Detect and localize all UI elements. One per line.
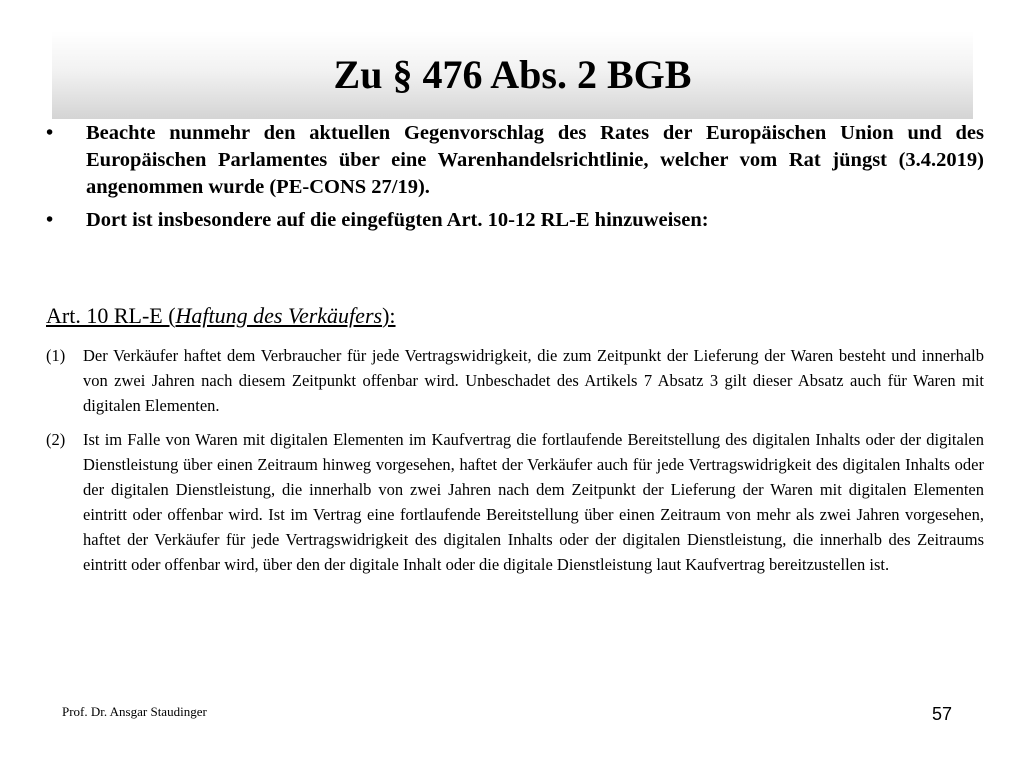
bullet-text: Beachte nunmehr den aktuellen Gegenvorschlag des Rates der Europäischen Union und des Europäischen Parlamentes über eine Warenhandelsrichtlinie, welcher vom Rat jüngst (3.4.2019) angenommen wurde (PE-CONS 27/19).: [86, 122, 984, 198]
page-number: 57: [932, 704, 953, 724]
paragraph-text: Der Verkäufer haftet dem Verbraucher für jede Vertragswidrigkeit, die zum Zeitpunkt der Lieferung der Waren besteht und innerhalb von zwei Jahren nach diesem Zeitpunkt offenbar wird. Unbeschadet des Artikels 7 Absatz 3 gilt dieser Absatz auch für Waren mit digitalen Elementen.: [83, 346, 984, 415]
section-heading-emphasis: Haftung des Verkäufers: [175, 303, 383, 328]
title-bar: [52, 31, 973, 119]
bullet-item: [46, 207, 984, 234]
paragraph-list: [46, 343, 984, 586]
bullet-marker: •: [46, 122, 54, 144]
section-heading-prefix: Art. 10 RL-E (: [46, 303, 176, 328]
section-heading: [46, 303, 396, 329]
bullet-item: [46, 120, 984, 201]
paragraph-item: [46, 427, 984, 577]
paragraph-text: Ist im Falle von Waren mit digitalen Elementen im Kaufvertrag die fortlaufende Bereitstellung des digitalen Inhalts oder der digitalen Dienstleistung über einen Zeitraum hinweg vorgesehen, haftet der Verkäufer auch für jede Vertragswidrigkeit des digitalen Inhalts oder der digitalen Dienstleistung, die innerhalb von zwei Jahren nach dem Zeitpunkt der Lieferung der Waren mit digitalen Elementen eintritt oder offenbar wird. Ist im Vertrag eine fortlaufende Bereitstellung über einen Zeitraum von mehr als zwei Jahren vorgesehen, haftet der Verkäufer für jede Vertragswidrigkeit des digitalen Inhalts oder der digitalen Dienstleistung, die innerhalb des Zeitraums eintritt oder offenbar wird, über den der digitale Inhalt oder die digitale Dienstleistung laut Kaufvertrag bereitzustellen ist.: [83, 430, 984, 574]
bullet-text: Dort ist insbesondere auf die eingefügten Art. 10-12 RL-E hinzuweisen:: [86, 209, 709, 231]
paragraph-item: [46, 343, 984, 418]
bullet-list: [46, 120, 984, 240]
bullet-marker: •: [46, 209, 54, 231]
footer-author: Prof. Dr. Ansgar Staudinger: [62, 704, 207, 719]
slide-title: Zu § 476 Abs. 2 BGB: [333, 52, 692, 97]
section-heading-suffix: ):: [382, 303, 396, 328]
paragraph-number: (2): [46, 430, 66, 449]
paragraph-number: (1): [46, 346, 66, 365]
